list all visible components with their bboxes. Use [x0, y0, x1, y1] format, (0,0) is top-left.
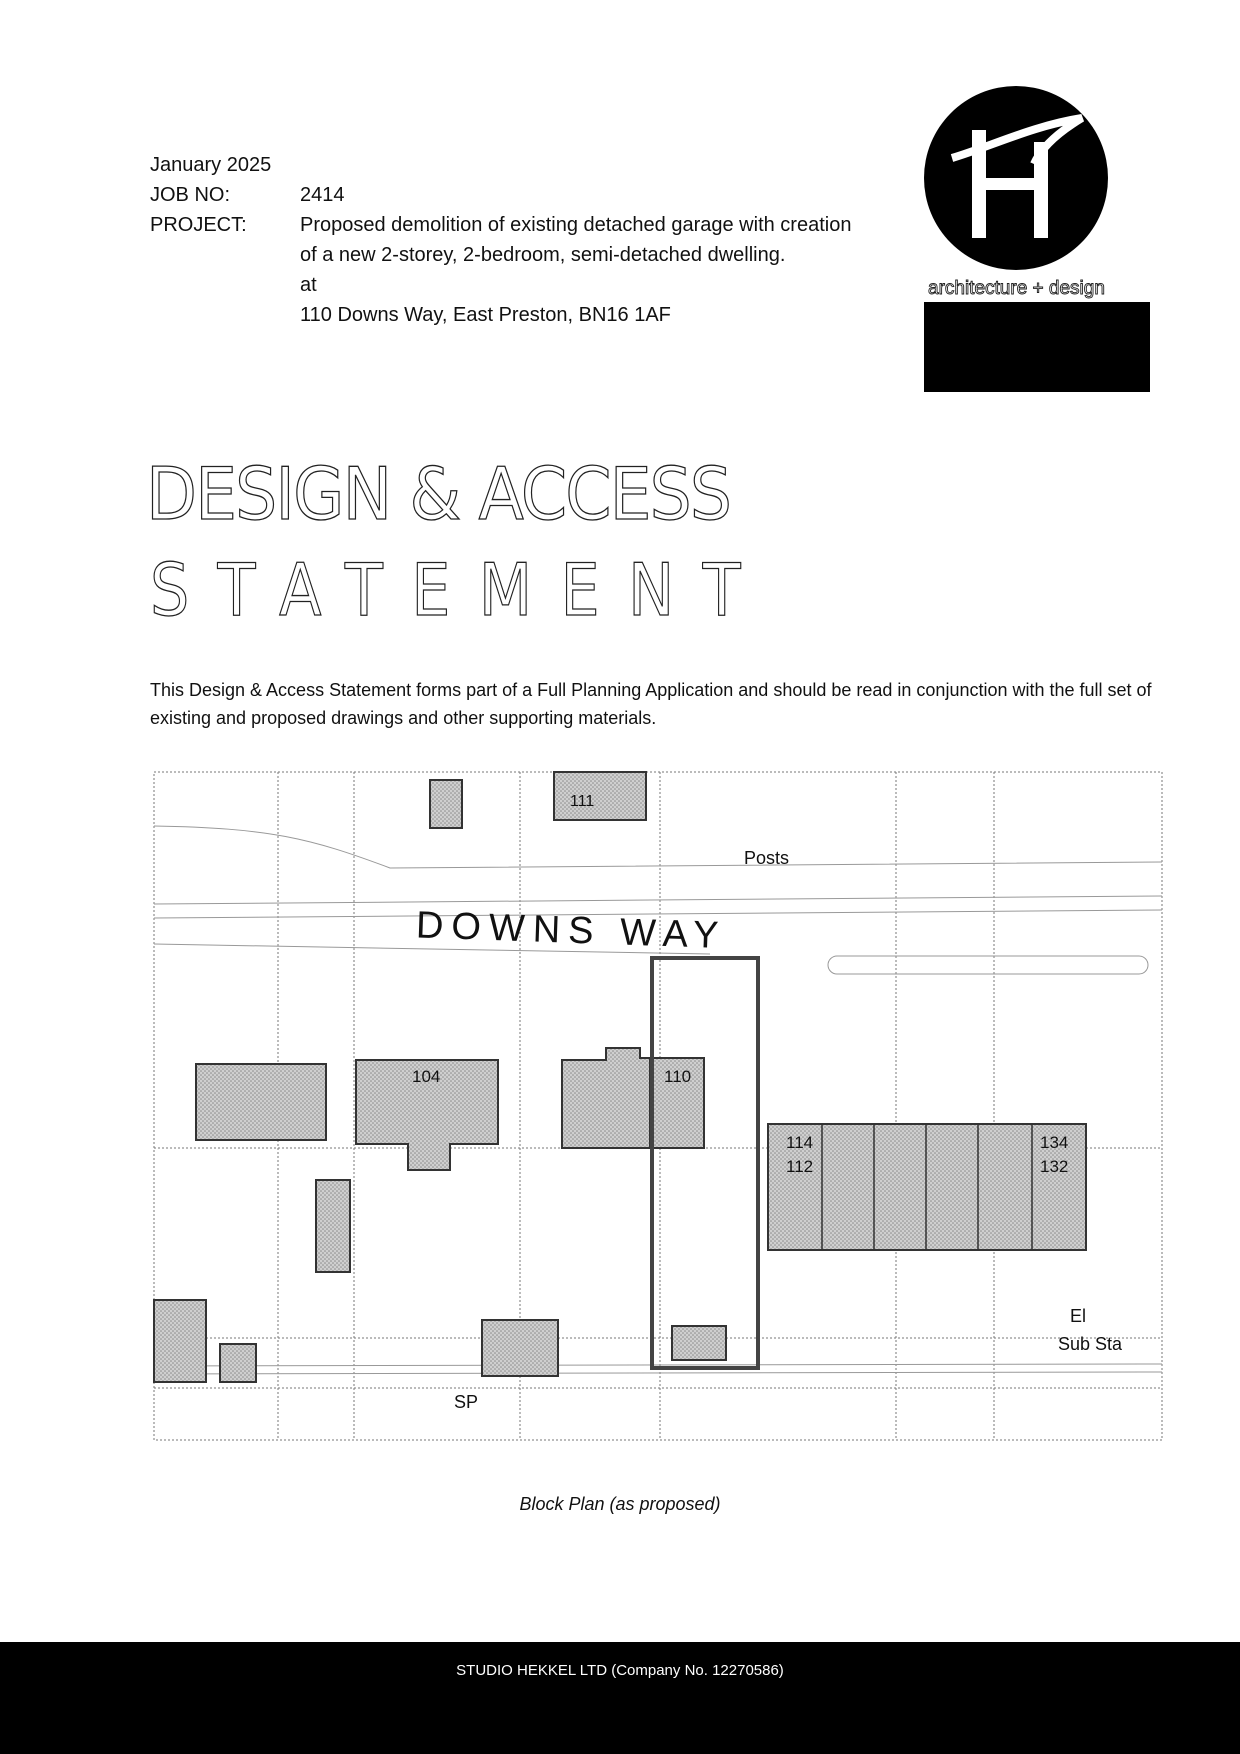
label-110: 110 [664, 1067, 692, 1086]
page-footer [0, 1642, 1240, 1754]
project-line: 110 Downs Way, East Preston, BN16 1AF [300, 304, 671, 326]
label-114: 114 [786, 1133, 814, 1152]
logo-redaction-block [924, 302, 1150, 392]
label-132: 132 [1040, 1157, 1069, 1176]
date-row [150, 150, 900, 180]
project-description [300, 210, 900, 330]
building [562, 1048, 650, 1148]
job-label: JOB NO: [150, 184, 231, 206]
building [430, 780, 462, 828]
building [154, 1300, 206, 1382]
building [672, 1326, 726, 1360]
label-111: 111 [570, 793, 595, 810]
project-line: Proposed demolition of existing detached garage with creation [300, 214, 852, 236]
plan-caption: Block Plan (as proposed) [519, 1494, 721, 1514]
project-row [150, 210, 900, 330]
building [316, 1180, 350, 1272]
label-el: El [1070, 1306, 1087, 1326]
project-line: at [300, 274, 317, 296]
label-112: 112 [786, 1157, 814, 1176]
page-title-line-1: DESIGN & ACCESS [146, 452, 731, 536]
company-registration: STUDIO HEKKEL LTD (Company No. 12270586) [456, 1662, 784, 1679]
page-title-line-2: STATEMENT [150, 548, 769, 632]
block-plan [150, 768, 1166, 1444]
project-label: PROJECT: [150, 214, 247, 236]
label-sp: SP [454, 1392, 479, 1412]
site-boundary [652, 958, 758, 1368]
building [196, 1064, 326, 1140]
project-line: of a new 2-storey, 2-bedroom, semi-detached dwelling. [300, 244, 786, 266]
terrace-112-134 [768, 1124, 1086, 1250]
building-111 [554, 772, 646, 820]
project-metadata [150, 150, 900, 330]
document-date: January 2025 [150, 154, 272, 176]
logo-tagline: architecture + design [928, 278, 1105, 299]
label-posts: Posts [744, 848, 790, 868]
job-row [150, 180, 900, 210]
label-road-name: DOWNS WAY [415, 904, 728, 958]
logo-emblem [922, 86, 1150, 396]
job-number: 2414 [300, 184, 345, 206]
label-sub-sta: Sub Sta [1058, 1334, 1123, 1354]
intro-paragraph: This Design & Access Statement forms part of a Full Planning Application and should be read in conjunction with the full set of existing and proposed drawings and other supporting materials. [150, 680, 1152, 728]
label-134: 134 [1040, 1133, 1069, 1152]
company-logo [922, 86, 1150, 396]
label-104: 104 [412, 1067, 441, 1086]
building [482, 1320, 558, 1376]
building [220, 1344, 256, 1382]
